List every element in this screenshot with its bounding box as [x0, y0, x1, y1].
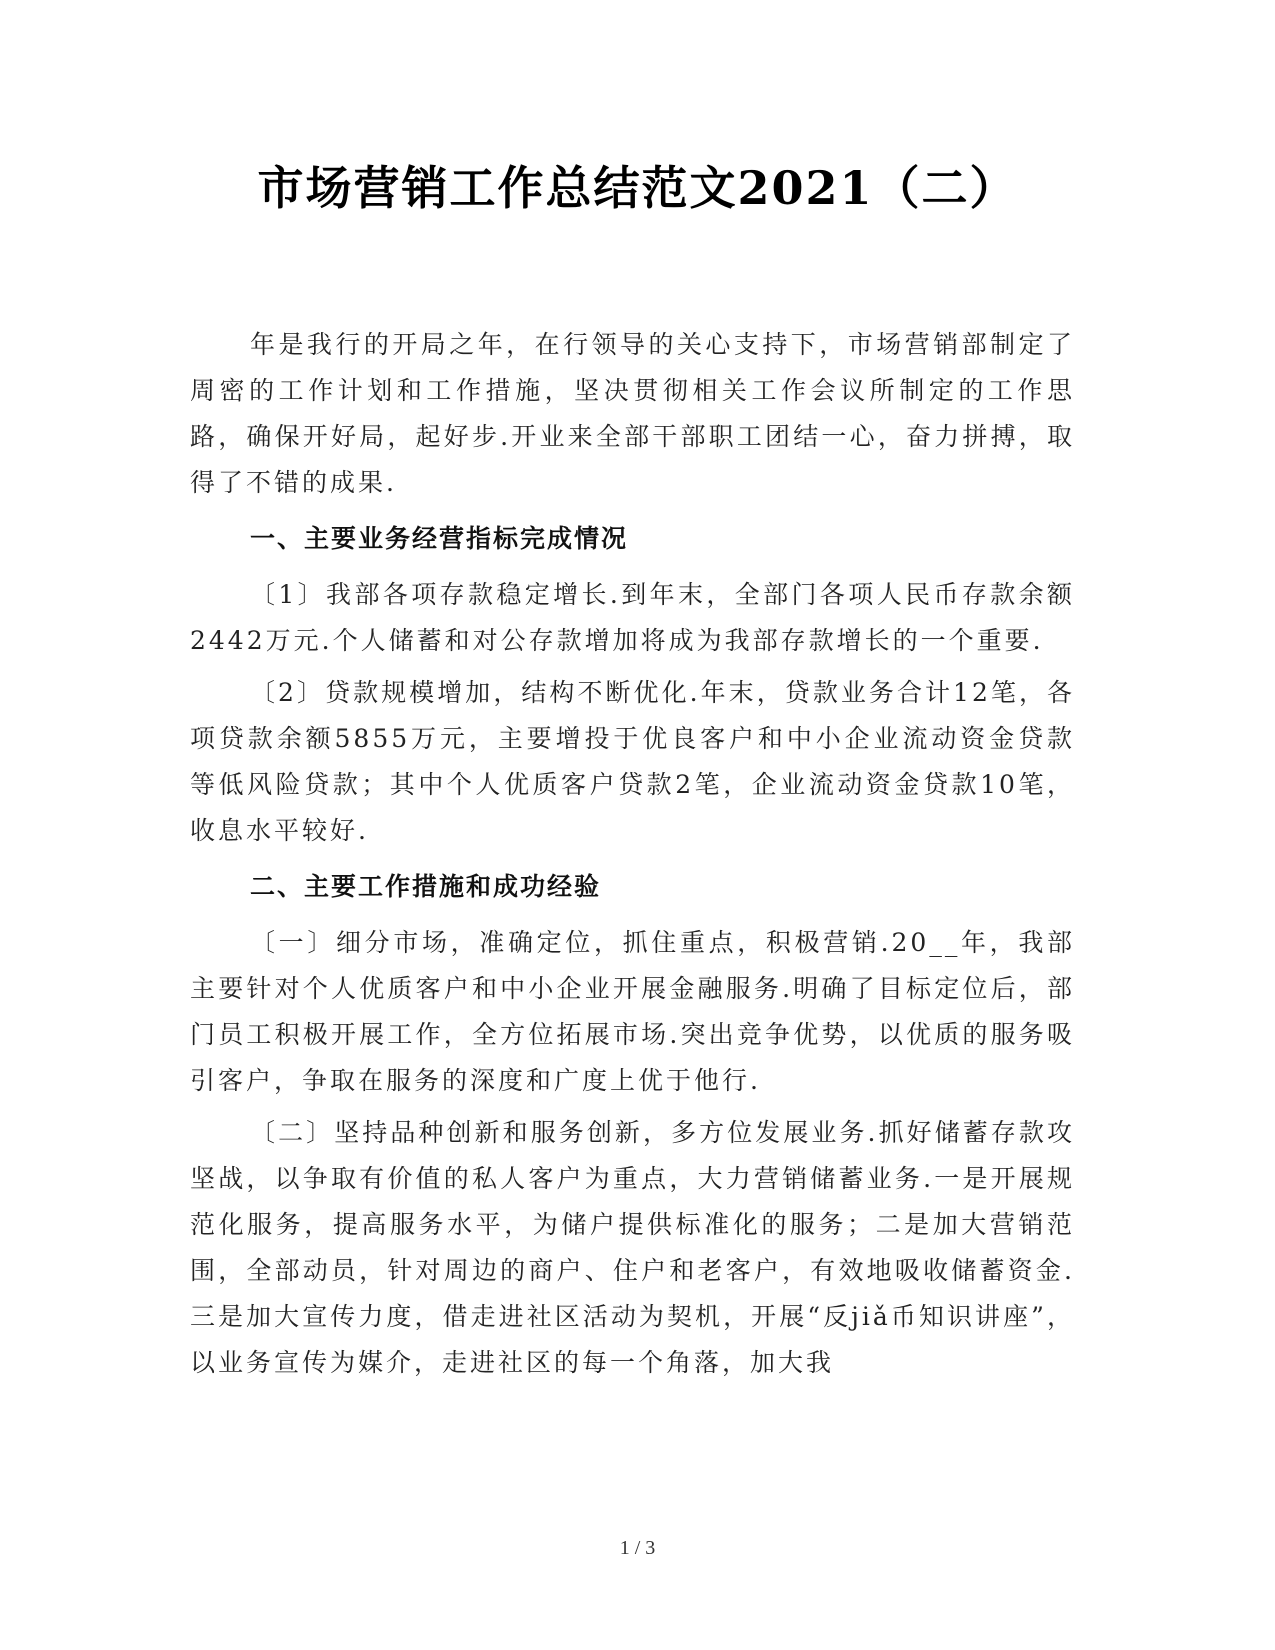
section-1-item-1: 〔1〕我部各项存款稳定增长.到年末，全部门各项人民币存款余额2442万元.个人储蓄和对公存款增加将成为我部存款增长的一个重要.	[190, 580, 1075, 655]
section-2-item-1: 〔一〕细分市场，准确定位，抓住重点，积极营销.20__年，我部主要针对个人优质客户和中小企业开展金融服务.明确了目标定位后，部门员工积极开展工作，全方位拓展市场.突出竞争优势，以优质的服务吸引客户，争取在服务的深度和广度上优于他行.	[190, 928, 1075, 1095]
section-1-heading: 一、主要业务经营指标完成情况	[250, 524, 629, 553]
section-2-item-2: 〔二〕坚持品种创新和服务创新，多方位发展业务.抓好储蓄存款攻坚战，以争取有价值的私人客户为重点，大力营销储蓄业务.一是开展规范化服务，提高服务水平，为储户提供标准化的服务；二是加大营销范围，全部动员，针对周边的商户、住户和老客户，有效地吸收储蓄资金.三是加大宣传力度，借走进社区活动为契机，开展“反jiǎ币知识讲座”，以业务宣传为媒介，走进社区的每一个角落，加大我	[190, 1118, 1075, 1377]
section-1-item-2: 〔2〕贷款规模增加，结构不断优化.年末，贷款业务合计12笔，各项贷款余额5855万元，主要增投于优良客户和中小企业流动资金贷款等低风险贷款；其中个人优质客户贷款2笔，企业流动资金贷款10笔，收息水平较好.	[190, 678, 1075, 845]
document-body	[190, 322, 1075, 1392]
intro-paragraph: 年是我行的开局之年，在行领导的关心支持下，市场营销部制定了周密的工作计划和工作措施，坚决贯彻相关工作会议所制定的工作思路，确保开好局，起好步.开业来全部干部职工团结一心，奋力拼搏，取得了不错的成果.	[190, 330, 1075, 497]
section-2-heading: 二、主要工作措施和成功经验	[250, 872, 602, 901]
page-number: 1 / 3	[619, 1537, 656, 1559]
document-title: 市场营销工作总结范文2021（二）	[257, 161, 1018, 215]
